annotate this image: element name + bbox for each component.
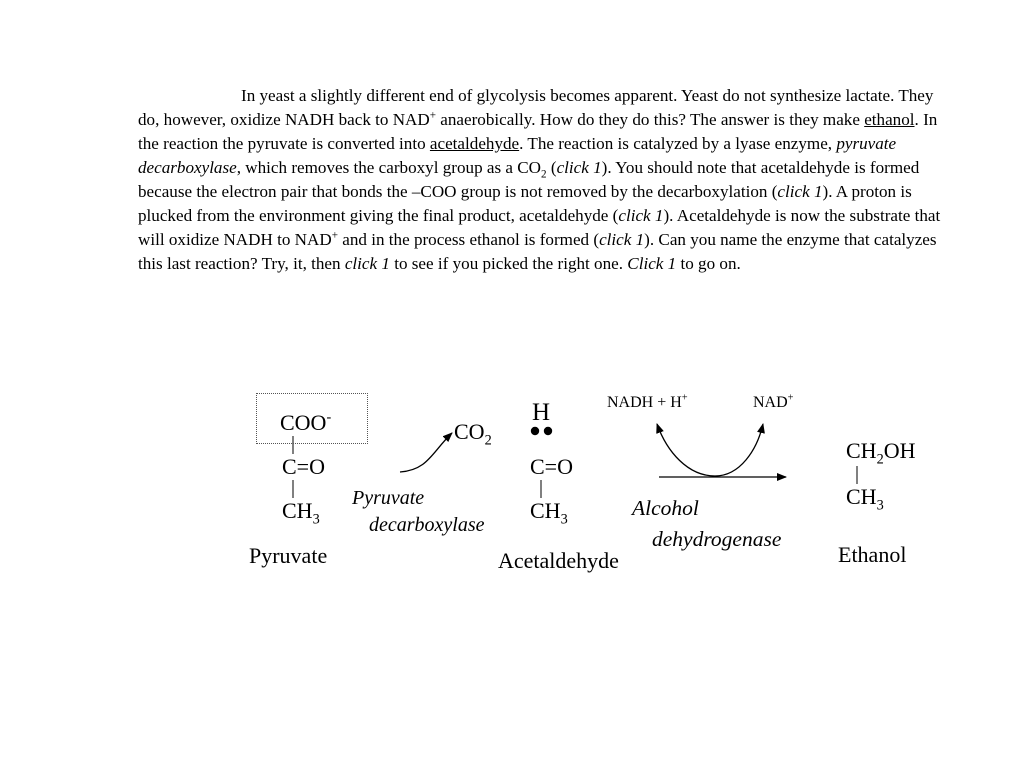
click-instruction: click 1 (777, 182, 823, 201)
nad-cofactor: NAD+ (753, 392, 794, 411)
click-instruction: Click 1 (627, 254, 677, 273)
click-instruction: click 1 (344, 254, 390, 273)
cofactor-arrow-right (715, 424, 763, 476)
electron-dot (531, 427, 539, 435)
acetaldehyde-methyl: $CH_3$ (530, 498, 568, 528)
click-instruction: click 1 (599, 230, 645, 249)
pyruvate-methyl: $CH_3$ (282, 498, 320, 528)
acetaldehyde-carbonyl: C=O (530, 454, 573, 479)
cofactor-arrow-left (657, 424, 715, 476)
acetaldehyde-term: acetaldehyde (429, 134, 520, 153)
nadh-cofactor: NADH + H+ (607, 392, 688, 411)
click-instruction: click 1 (618, 206, 664, 225)
alcohol-dehydrogenase-label-1: Alcohol (632, 496, 699, 520)
decarboxylation-arrow (400, 433, 452, 472)
pyruvate-carbonyl: C=O (282, 454, 325, 479)
acetaldehyde-label: Acetaldehyde (498, 548, 619, 573)
pyruvate-coo: COO- (280, 409, 332, 435)
ethanol-ch2oh: $CH_2OH$ (846, 438, 916, 468)
click-instruction: click 1 (556, 158, 602, 177)
ethanol-methyl: $CH_3$ (846, 484, 884, 514)
alcohol-dehydrogenase-label-2: dehydrogenase (652, 527, 782, 551)
pyruvate-label: Pyruvate (249, 543, 328, 568)
intro-paragraph: In yeast a slightly different end of glycolysis becomes apparent. Yeast do not synthesize lactate. They do, however, oxidize NADH back to NAD+ anaerobically. How do they do this? The answer is they make ethanol. In the reaction the pyruvate is converted into acetaldehyde. The reaction is catalyzed by a lyase enzyme, pyruvate decarboxylase, which removes the carboxyl group as a $CO_2$ (click 1). You should note that acetaldehyde is formed because the electron pair that bonds the –COO group is not removed by the decarboxylation (click 1). A proton is plucked from the environment giving the final product, acetaldehyde (click 1). Acetaldehyde is now the substrate that will oxidize NADH to NAD+ and in the process ethanol is formed (click 1). Can you name the enzyme that catalyzes this last reaction? Try, it, then click 1 to see if you picked the right one. Click 1 to go on. (138, 86, 941, 273)
ethanol-term: ethanol (864, 110, 915, 129)
electron-dot (544, 427, 552, 435)
co2-product: $CO_2$ (454, 419, 492, 449)
enzyme-term: pyruvate decarboxylase (138, 134, 897, 177)
proton-h: H (532, 399, 551, 426)
ethanol-label: Ethanol (838, 542, 907, 567)
pyruvate-decarboxylase-label-1: Pyruvate (352, 487, 425, 509)
pyruvate-decarboxylase-label-2: decarboxylase (369, 514, 485, 536)
